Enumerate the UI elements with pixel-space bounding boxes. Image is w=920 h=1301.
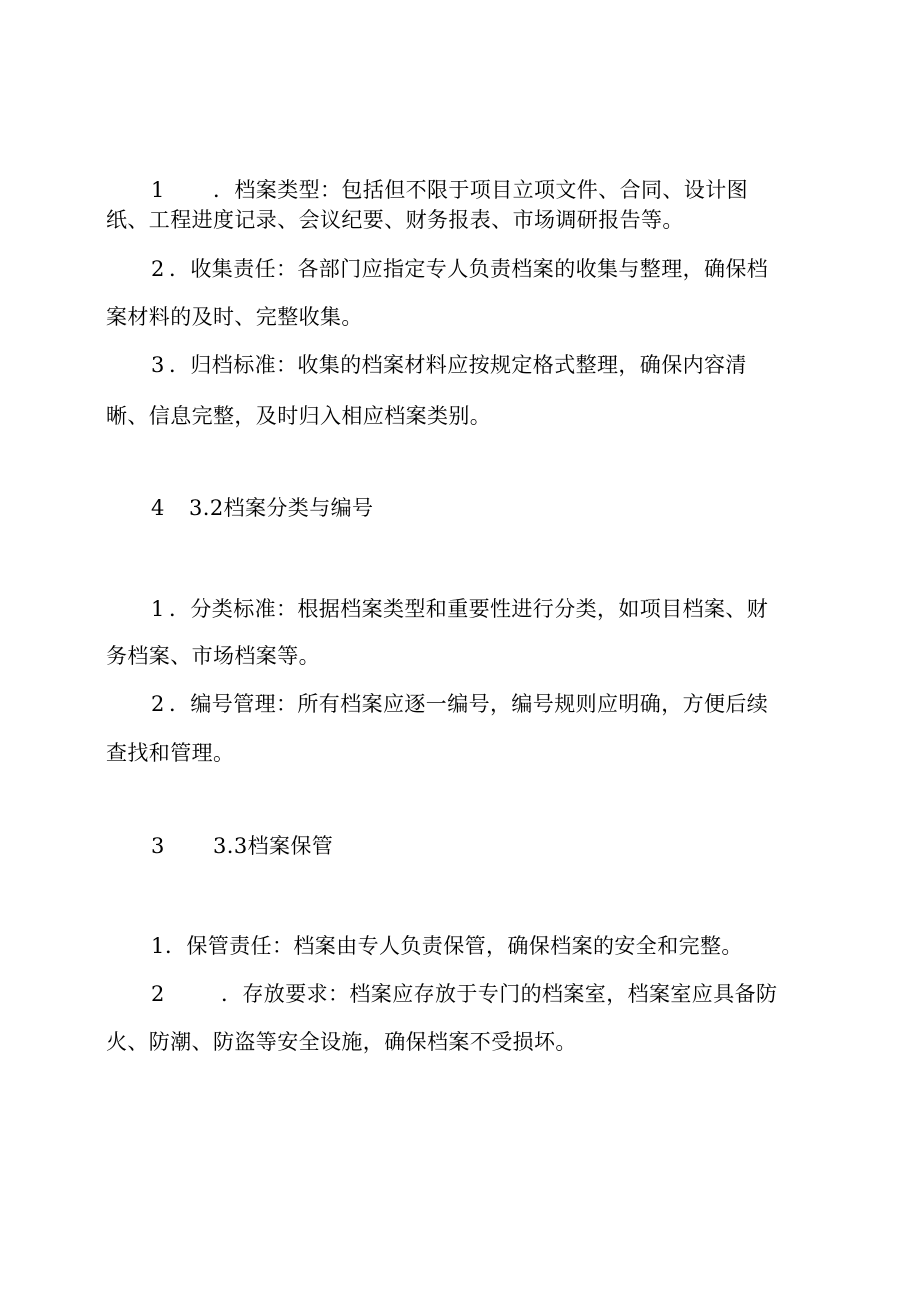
heading-number: 4 bbox=[151, 496, 165, 520]
item-line-continued: 案材料的及时、完整收集。 bbox=[106, 305, 363, 329]
heading-title: 3.3档案保管 bbox=[213, 834, 334, 858]
item-line bbox=[151, 175, 748, 205]
section-heading bbox=[151, 493, 373, 523]
heading-title: 3.2档案分类与编号 bbox=[189, 496, 374, 520]
item-number: 2 bbox=[151, 257, 165, 281]
item-text: ．收集责任：各部门应指定专人负责档案的收集与整理，确保档 bbox=[169, 257, 769, 281]
item-text: ．分类标准：根据档案类型和重要性进行分类，如项目档案、财 bbox=[169, 597, 769, 621]
heading-number: 3 bbox=[151, 834, 165, 858]
item-line-continued: 纸、工程进度记录、会议纪要、财务报表、市场调研报告等。 bbox=[106, 208, 684, 232]
item-text: ．编号管理：所有档案应逐一编号，编号规则应明确，方便后续 bbox=[169, 692, 769, 716]
item-line bbox=[151, 254, 768, 284]
item-number: 2 bbox=[151, 982, 165, 1006]
item-line-continued: 查找和管理。 bbox=[106, 741, 235, 765]
item-text: ．保管责任：档案由专人负责保管，确保档案的安全和完整。 bbox=[165, 934, 743, 958]
item-text: ．归档标准：收集的档案材料应按规定格式整理，确保内容清 bbox=[169, 353, 747, 377]
item-number: 1 bbox=[151, 178, 165, 202]
item-number: 1 bbox=[151, 597, 165, 621]
item-line-continued: 火、防潮、防盗等安全设施，确保档案不受损坏。 bbox=[106, 1030, 577, 1054]
item-line bbox=[151, 350, 747, 380]
item-text: ．档案类型：包括但不限于项目立项文件、合同、设计图 bbox=[213, 178, 748, 202]
item-line-continued: 务档案、市场档案等。 bbox=[106, 644, 320, 668]
item-line bbox=[151, 689, 768, 719]
item-number: 2 bbox=[151, 692, 165, 716]
item-line-continued: 晰、信息完整，及时归入相应档案类别。 bbox=[106, 404, 492, 428]
item-line bbox=[151, 931, 743, 961]
item-number: 3 bbox=[151, 353, 165, 377]
section-heading bbox=[151, 831, 333, 861]
item-line bbox=[151, 979, 777, 1009]
item-line bbox=[151, 594, 768, 624]
item-number: 1 bbox=[151, 934, 165, 958]
item-text: ．存放要求：档案应存放于专门的档案室，档案室应具备防 bbox=[221, 982, 778, 1006]
